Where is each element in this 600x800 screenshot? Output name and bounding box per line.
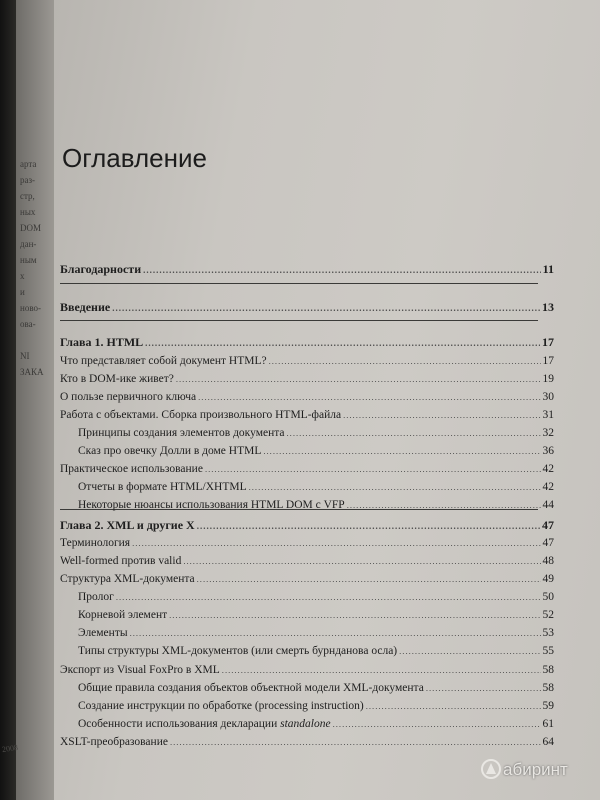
toc-entry[interactable] xyxy=(60,664,554,676)
toc-entry-page-number: 48 xyxy=(542,555,554,567)
toc-leader-dots xyxy=(198,393,540,402)
toc-entry-page-number: 64 xyxy=(542,736,554,748)
toc-leader-dots xyxy=(197,575,541,584)
toc-entry-title: Экспорт из Visual FoxPro в XML xyxy=(60,664,220,676)
page-title: Оглавление xyxy=(62,143,207,173)
left-page-fragment: ова- xyxy=(20,319,36,329)
toc-entry-title: Типы структуры XML-документов (или смерть бурнданова осла) xyxy=(78,645,398,657)
left-page-fragment: ново- xyxy=(20,303,42,313)
toc-leader-dots xyxy=(263,447,540,456)
toc-leader-dots xyxy=(183,557,540,566)
toc-entry[interactable] xyxy=(60,262,554,277)
toc-entry-title: Практическое использование xyxy=(60,463,203,475)
toc-entry[interactable] xyxy=(60,355,554,367)
left-page-fragment: арта xyxy=(20,159,37,169)
toc-entry-title: Принципы создания элементов документа xyxy=(78,427,285,439)
toc-entry[interactable] xyxy=(78,645,554,657)
toc-leader-dots xyxy=(112,304,540,313)
toc-entry-title: Глава 1. HTML xyxy=(60,335,144,349)
toc-leader-dots xyxy=(176,375,541,384)
toc-entry-page-number: 19 xyxy=(542,373,554,385)
toc-leader-dots xyxy=(205,465,541,474)
toc-entry[interactable] xyxy=(60,736,554,748)
toc-entry-page-number: 53 xyxy=(542,627,554,639)
toc-entry-page-number: 47 xyxy=(542,518,554,532)
toc-entry-title: Особенности использования декларации standalone xyxy=(78,718,331,730)
toc-entry-title: Well-formed против valid xyxy=(60,555,182,567)
toc-leader-dots xyxy=(116,593,541,602)
toc-entry-page-number: 17 xyxy=(542,355,554,367)
toc-leader-dots xyxy=(197,522,540,531)
toc-leader-dots xyxy=(249,483,541,492)
toc-entry-title: Некоторые нюансы использования HTML DOM с VFP xyxy=(78,499,345,511)
toc-entry-title: Отчеты в формате HTML/XHTML xyxy=(78,481,247,493)
toc-entry-page-number: 58 xyxy=(542,664,554,676)
watermark xyxy=(480,758,568,780)
toc-leader-dots xyxy=(269,357,541,366)
left-page-fragment: DOM xyxy=(20,223,42,233)
toc-entry-page-number: 61 xyxy=(542,718,554,730)
toc-entry[interactable] xyxy=(78,718,554,730)
toc-entry[interactable] xyxy=(78,481,554,493)
toc-entry[interactable] xyxy=(60,537,554,549)
labyrinth-logo-icon xyxy=(480,758,502,780)
toc-entry-page-number: 30 xyxy=(542,391,554,403)
toc-entry-title: Глава 2. XML и другие X xyxy=(60,518,195,532)
section-divider xyxy=(60,283,538,284)
toc-entry[interactable] xyxy=(78,627,554,639)
toc-leader-dots xyxy=(222,666,541,675)
toc-entry-page-number: 42 xyxy=(542,481,554,493)
toc-entry[interactable] xyxy=(60,463,554,475)
left-page-fragment: х xyxy=(20,271,25,281)
left-page-fragment: ным xyxy=(20,255,37,265)
toc-leader-dots xyxy=(347,501,541,510)
section-divider xyxy=(60,320,538,321)
toc-entry[interactable] xyxy=(60,391,554,403)
toc-entry[interactable] xyxy=(78,445,554,457)
toc-entry-page-number: 59 xyxy=(542,700,554,712)
toc-entry[interactable] xyxy=(60,300,554,315)
toc-entry-page-number: 36 xyxy=(542,445,554,457)
toc-leader-dots xyxy=(145,339,540,348)
toc-leader-dots xyxy=(170,738,541,747)
left-page-edge xyxy=(16,0,54,800)
toc-entry-page-number: 49 xyxy=(542,573,554,585)
toc-entry-title: Что представляет собой документ HTML? xyxy=(60,355,267,367)
toc-entry[interactable] xyxy=(78,499,554,511)
toc-leader-dots xyxy=(132,539,540,548)
toc-entry-title: Работа с объектами. Сборка произвольного HTML-файла xyxy=(60,409,342,421)
toc-entry[interactable] xyxy=(60,335,554,350)
toc-entry-title: О пользе первичного ключа xyxy=(60,391,197,403)
toc-leader-dots xyxy=(130,629,541,638)
left-page-fragment: NI xyxy=(20,351,30,361)
toc-leader-dots xyxy=(399,647,540,656)
toc-entry[interactable] xyxy=(60,573,554,585)
toc-entry[interactable] xyxy=(60,409,554,421)
toc-entry-title: Общие правила создания объектов объектной модели XML-документа xyxy=(78,682,424,694)
toc-page xyxy=(54,0,600,800)
toc-entry-page-number: 13 xyxy=(542,300,554,314)
left-page-fragment: раз- xyxy=(20,175,36,185)
toc-entry[interactable] xyxy=(78,591,554,603)
toc-entry-page-number: 44 xyxy=(542,499,554,511)
left-page-fragment: стр, xyxy=(20,191,35,201)
toc-entry-title: Введение xyxy=(60,300,111,314)
toc-entry-title: Структура XML-документа xyxy=(60,573,195,585)
toc-entry-title: Корневой элемент xyxy=(78,609,168,621)
toc-entry-title: Сказ про овечку Долли в доме HTML xyxy=(78,445,262,457)
toc-entry[interactable] xyxy=(78,427,554,439)
toc-entry-page-number: 50 xyxy=(542,591,554,603)
toc-entry-page-number: 17 xyxy=(542,335,554,349)
toc-entry-page-number: 11 xyxy=(542,262,554,276)
toc-entry-title: Терминология xyxy=(60,537,131,549)
year-fragment: 2008 xyxy=(1,742,19,755)
italic-term: standalone xyxy=(280,718,331,730)
left-page-fragment: ных xyxy=(20,207,36,217)
toc-entry-page-number: 31 xyxy=(542,409,554,421)
toc-entry[interactable] xyxy=(78,609,554,621)
toc-entry-page-number: 42 xyxy=(542,463,554,475)
left-page-fragment: и xyxy=(20,287,25,297)
toc-entry-title: Благодарности xyxy=(60,262,142,276)
toc-leader-dots xyxy=(287,429,541,438)
toc-leader-dots xyxy=(333,720,541,729)
left-page-fragment: ЗАКА xyxy=(20,367,44,377)
toc-entry[interactable] xyxy=(60,373,554,385)
toc-entry-page-number: 52 xyxy=(542,609,554,621)
book-spine xyxy=(0,0,19,800)
toc-leader-dots xyxy=(343,411,540,420)
toc-entry-title: Пролог xyxy=(78,591,114,603)
toc-entry-page-number: 55 xyxy=(542,645,554,657)
toc-leader-dots xyxy=(143,266,541,275)
toc-entry-page-number: 58 xyxy=(542,682,554,694)
toc-entry[interactable] xyxy=(60,555,554,567)
toc-leader-dots xyxy=(169,611,540,620)
toc-entry-title: Создание инструкции по обработке (processing instruction) xyxy=(78,700,364,712)
toc-entry[interactable] xyxy=(60,518,554,533)
watermark-text: абиринт xyxy=(503,760,568,779)
table-of-contents xyxy=(54,0,600,800)
toc-leader-dots xyxy=(426,684,541,693)
toc-entry[interactable] xyxy=(78,682,554,694)
left-page-fragment: дан- xyxy=(20,239,37,249)
toc-entry[interactable] xyxy=(78,700,554,712)
toc-leader-dots xyxy=(366,702,541,711)
toc-entry-title: XSLT-преобразование xyxy=(60,736,168,748)
toc-entry-title: Кто в DOM-ике живет? xyxy=(60,373,174,385)
toc-entry-page-number: 32 xyxy=(542,427,554,439)
toc-entry-page-number: 47 xyxy=(542,537,554,549)
toc-entry-title: Элементы xyxy=(78,627,128,639)
